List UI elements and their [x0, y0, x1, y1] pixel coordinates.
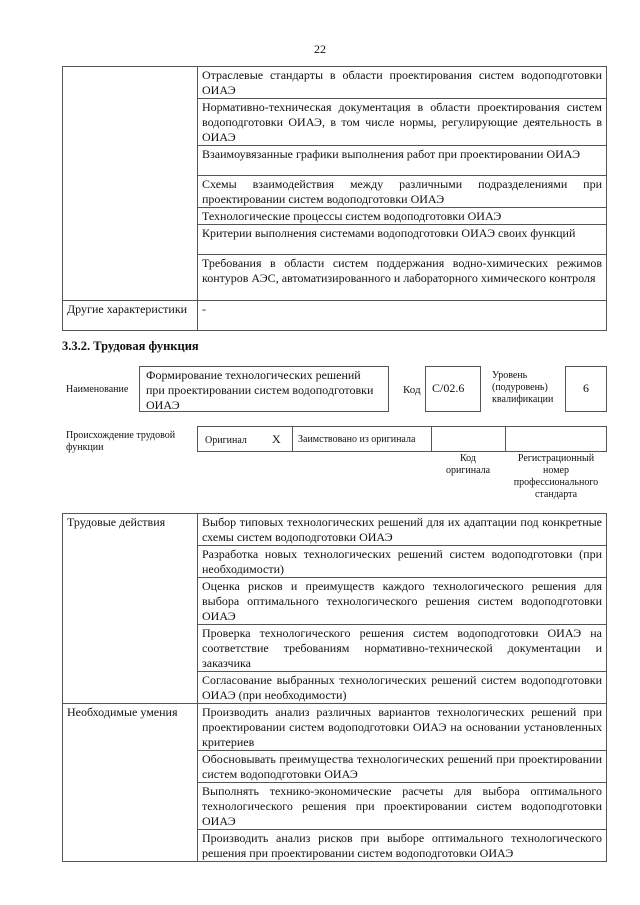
reg-number-caption: Регистрационный номер профессионального стандарта [513, 453, 599, 500]
original-mark: X [272, 432, 281, 446]
labor-action-item: Проверка технологического решения систем водоподготовки ОИАЭ на соответствие требованиям нормативно-технической документации и заказчика [198, 625, 607, 672]
level-value: 6 [583, 381, 589, 395]
original-label: Оригинал [205, 435, 247, 446]
skill-item: Производить анализ различных вариантов технологических решений при проектировании систем водоподготовки ОИАЭ на основании установленных критериев [198, 704, 607, 751]
page-number: 22 [314, 42, 326, 56]
original-box [197, 426, 293, 452]
skill-item: Производить анализ рисков при выборе оптимального технологического решения при проектировании систем водоподготовки ОИАЭ [198, 830, 607, 862]
skill-item: Обосновывать преимущества технологических решений при проектировании систем водоподготовки ОИАЭ [198, 751, 607, 783]
other-characteristics-label: Другие характеристики [63, 301, 198, 331]
borrowed-box [292, 426, 432, 452]
code-value: C/02.6 [432, 381, 465, 395]
function-name-value: Формирование технологических решений при проектировании систем водоподготовки ОИАЭ [146, 368, 374, 412]
labor-action-item: Согласование выбранных технологических решений систем водоподготовки ОИАЭ (при необходимости) [198, 672, 607, 704]
borrowed-label: Заимствовано из оригинала [298, 434, 416, 445]
code-label: Код [403, 384, 421, 396]
knowledge-item: Взаимоувязанные графики выполнения работ при проектировании ОИАЭ [198, 146, 607, 176]
labor-function-table [62, 513, 607, 862]
knowledge-table [62, 66, 607, 331]
required-skills-label: Необходимые умения [63, 704, 198, 862]
level-box [565, 366, 607, 412]
code-original-box [431, 426, 506, 452]
knowledge-label-cell [63, 67, 198, 301]
code-original-caption: Код оригинала [445, 453, 491, 476]
knowledge-item: Нормативно-техническая документация в области проектирования систем водоподготовки ОИАЭ, в том числе нормы, регулирующие деятельность в ОИАЭ [198, 99, 607, 146]
section-heading: 3.3.2. Трудовая функция [62, 339, 199, 353]
knowledge-item: Схемы взаимодействия между различными подразделениями при проектировании систем водоподготовки ОИАЭ [198, 176, 607, 208]
skill-item: Выполнять технико-экономические расчеты для выбора оптимального технологического решения при проектировании систем водоподготовки ОИАЭ [198, 783, 607, 830]
labor-action-item: Выбор типовых технологических решений для их адаптации под конкретные схемы систем водоподготовки ОИАЭ [198, 514, 607, 546]
code-box [425, 366, 481, 412]
origin-label: Происхождение трудовой функции [66, 430, 176, 453]
knowledge-item: Требования в области систем поддержания водно-химических режимов контуров АЭС, автоматизированного и лабораторного химического контроля [198, 255, 607, 301]
labor-action-item: Разработка новых технологических решений систем водоподготовки (при необходимости) [198, 546, 607, 578]
other-characteristics-value: - [198, 301, 607, 331]
level-label: Уровень (подуровень) квалификации [492, 370, 554, 405]
knowledge-item: Критерии выполнения системами водоподготовки ОИАЭ своих функций [198, 225, 607, 255]
function-name-box [139, 366, 389, 412]
knowledge-item: Технологические процессы систем водоподготовки ОИАЭ [198, 208, 607, 225]
name-label: Наименование [66, 384, 129, 395]
reg-number-box [505, 426, 607, 452]
knowledge-item: Отраслевые стандарты в области проектирования систем водоподготовки ОИАЭ [198, 67, 607, 99]
labor-actions-label: Трудовые действия [63, 514, 198, 704]
labor-action-item: Оценка рисков и преимуществ каждого технологического решения для выбора оптимального технологического решения систем водоподготовки ОИАЭ [198, 578, 607, 625]
